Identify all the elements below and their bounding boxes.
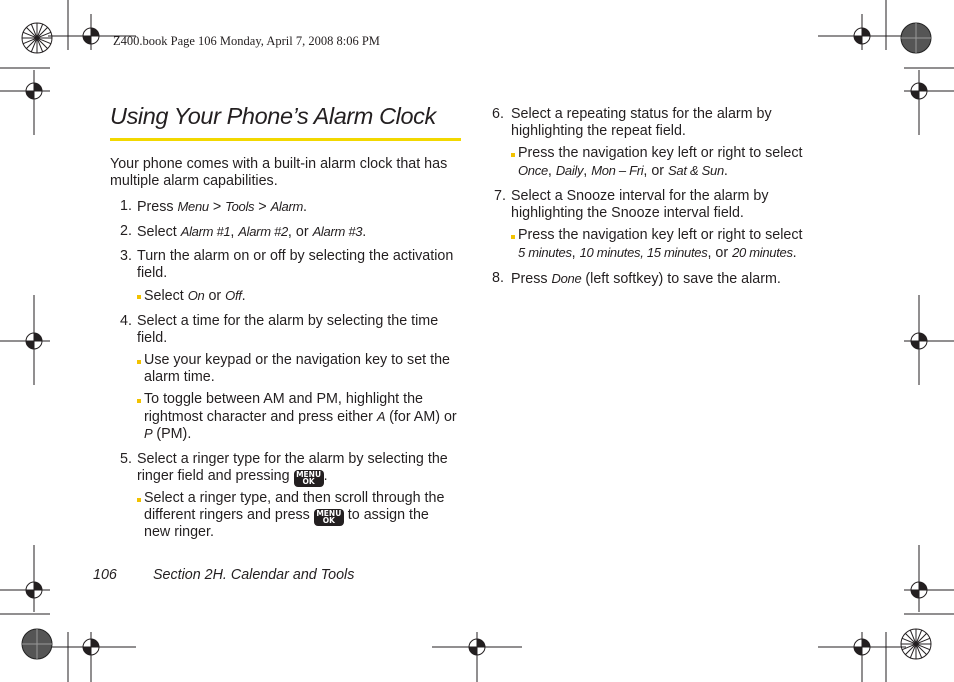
menu-path-menu: Menu — [177, 199, 209, 214]
page-title: Using Your Phone’s Alarm Clock — [110, 103, 436, 129]
menu-path-sep: > — [254, 199, 271, 215]
step-1-text — [137, 198, 307, 216]
step-4-bullet-2-line-2 — [144, 408, 457, 426]
softkey-done: Done — [551, 271, 582, 286]
intro-paragraph: Your phone comes with a built-in alarm clock that has multiple alarm capabilities. — [110, 156, 448, 189]
step-end: . — [323, 468, 328, 484]
comma: , — [571, 245, 580, 261]
bullet-text: (for AM) or — [385, 409, 457, 425]
step-8-pre: Press — [511, 271, 552, 287]
step-number: 8. — [492, 270, 504, 286]
menu-key-label: MENU — [296, 469, 322, 479]
menu-ok-key-icon — [314, 509, 344, 526]
option-sat-sun: Sat & Sun — [668, 163, 724, 178]
bullet-icon — [511, 153, 515, 157]
page-number: 106 — [93, 567, 117, 583]
bullet-icon — [137, 295, 141, 299]
step-5-bullet-line-2 — [144, 507, 429, 526]
step-4-line-2: field. — [137, 330, 168, 346]
bullet-pre: Select — [144, 288, 188, 304]
step-4-bullet-1-line-2: alarm time. — [144, 369, 215, 385]
step-2-text — [137, 223, 366, 241]
step-number: 2. — [120, 223, 132, 239]
step-4-bullet-2-line-3 — [144, 425, 191, 443]
step-2-pre: Select — [137, 224, 181, 240]
alarm-3-label: Alarm #3 — [312, 224, 363, 239]
option-once: Once — [518, 163, 548, 178]
step-1-end: . — [303, 199, 307, 215]
option-on: On — [187, 288, 205, 303]
bullet-end: . — [723, 163, 728, 179]
step-number: 7. — [494, 188, 506, 204]
step-6-line-1: Select a repeating status for the alarm by — [511, 106, 772, 122]
bullet-text: rightmost character and press either — [144, 409, 377, 425]
bullet-end: . — [792, 245, 797, 261]
step-2-end: . — [362, 224, 367, 240]
step-number: 1. — [120, 198, 132, 214]
step-4-line-1: Select a time for the alarm by selecting the time — [137, 313, 439, 329]
menu-ok-key-icon — [294, 470, 324, 487]
step-number: 5. — [120, 451, 132, 467]
ok-key-label: OK — [302, 477, 315, 486]
bullet-icon — [137, 360, 141, 364]
alarm-2-label: Alarm #2 — [238, 224, 288, 239]
option-5-minutes: 5 minutes — [518, 245, 572, 260]
comma: , — [547, 163, 556, 179]
step-6-bullet-line-2 — [518, 162, 728, 180]
alarm-1-label: Alarm #1 — [180, 224, 231, 239]
step-5-bullet-line-3: new ringer. — [144, 524, 214, 540]
comma-or: , or — [643, 163, 669, 179]
bullet-icon — [511, 235, 515, 239]
step-8-text — [511, 270, 781, 288]
bullet-icon — [137, 498, 141, 502]
bullet-or: or — [204, 288, 226, 304]
step-6-line-2: highlighting the repeat field. — [511, 123, 686, 139]
step-3-bullet — [144, 287, 246, 305]
step-5-line-2 — [137, 468, 328, 487]
step-text: ringer field and pressing — [137, 468, 290, 484]
menu-path-alarm: Alarm — [270, 199, 304, 214]
comma: , — [583, 163, 592, 179]
comma-or: , or — [287, 224, 313, 240]
comma: , — [230, 224, 239, 240]
menu-path-tools: Tools — [225, 199, 255, 214]
step-5-line-1: Select a ringer type for the alarm by selecting the — [137, 451, 448, 467]
step-8-post: (left softkey) to save the alarm. — [581, 271, 781, 287]
ok-key-label: OK — [322, 516, 335, 525]
option-daily: Daily — [555, 163, 584, 178]
title-rule — [110, 138, 461, 141]
option-20-minutes: 20 minutes — [732, 245, 793, 260]
key-a: A — [376, 409, 386, 424]
step-4-bullet-1-line-1: Use your keypad or the navigation key to set the — [144, 352, 450, 368]
print-header: Z400.book Page 106 Monday, April 7, 2008 8:06 PM — [113, 34, 380, 48]
bullet-end: . — [241, 288, 246, 304]
step-number: 4. — [120, 313, 132, 329]
step-5-bullet-line-1: Select a ringer type, and then scroll through the — [144, 490, 445, 506]
bullet-icon — [137, 399, 141, 403]
step-6-bullet-line-1: Press the navigation key left or right to select — [518, 145, 803, 161]
menu-path-sep: > — [208, 199, 226, 215]
option-off: Off — [225, 288, 242, 303]
step-1-pre: Press — [137, 199, 178, 215]
step-7-bullet-line-2 — [518, 244, 797, 262]
step-3-line-2: field. — [137, 265, 168, 281]
step-4-bullet-2-line-1: To toggle between AM and PM, highlight the — [144, 391, 423, 407]
option-10-15-minutes: 10 minutes, 15 minutes — [579, 245, 708, 260]
menu-key-label: MENU — [316, 508, 342, 518]
bullet-text: different ringers and press — [144, 507, 310, 523]
step-3-line-1: Turn the alarm on or off by selecting the activation — [137, 248, 454, 264]
section-title: Section 2H. Calendar and Tools — [153, 567, 355, 583]
key-p: P — [144, 426, 153, 441]
step-number: 6. — [492, 106, 504, 122]
bullet-text: (PM). — [152, 426, 192, 442]
bullet-text: to assign the — [343, 507, 429, 523]
step-number: 3. — [120, 248, 132, 264]
step-7-line-2: highlighting the Snooze interval field. — [511, 205, 744, 221]
comma-or: , or — [707, 245, 733, 261]
option-mon-fri: Mon – Fri — [591, 163, 644, 178]
step-7-line-1: Select a Snooze interval for the alarm by — [511, 188, 769, 204]
step-7-bullet-line-1: Press the navigation key left or right to select — [518, 227, 803, 243]
